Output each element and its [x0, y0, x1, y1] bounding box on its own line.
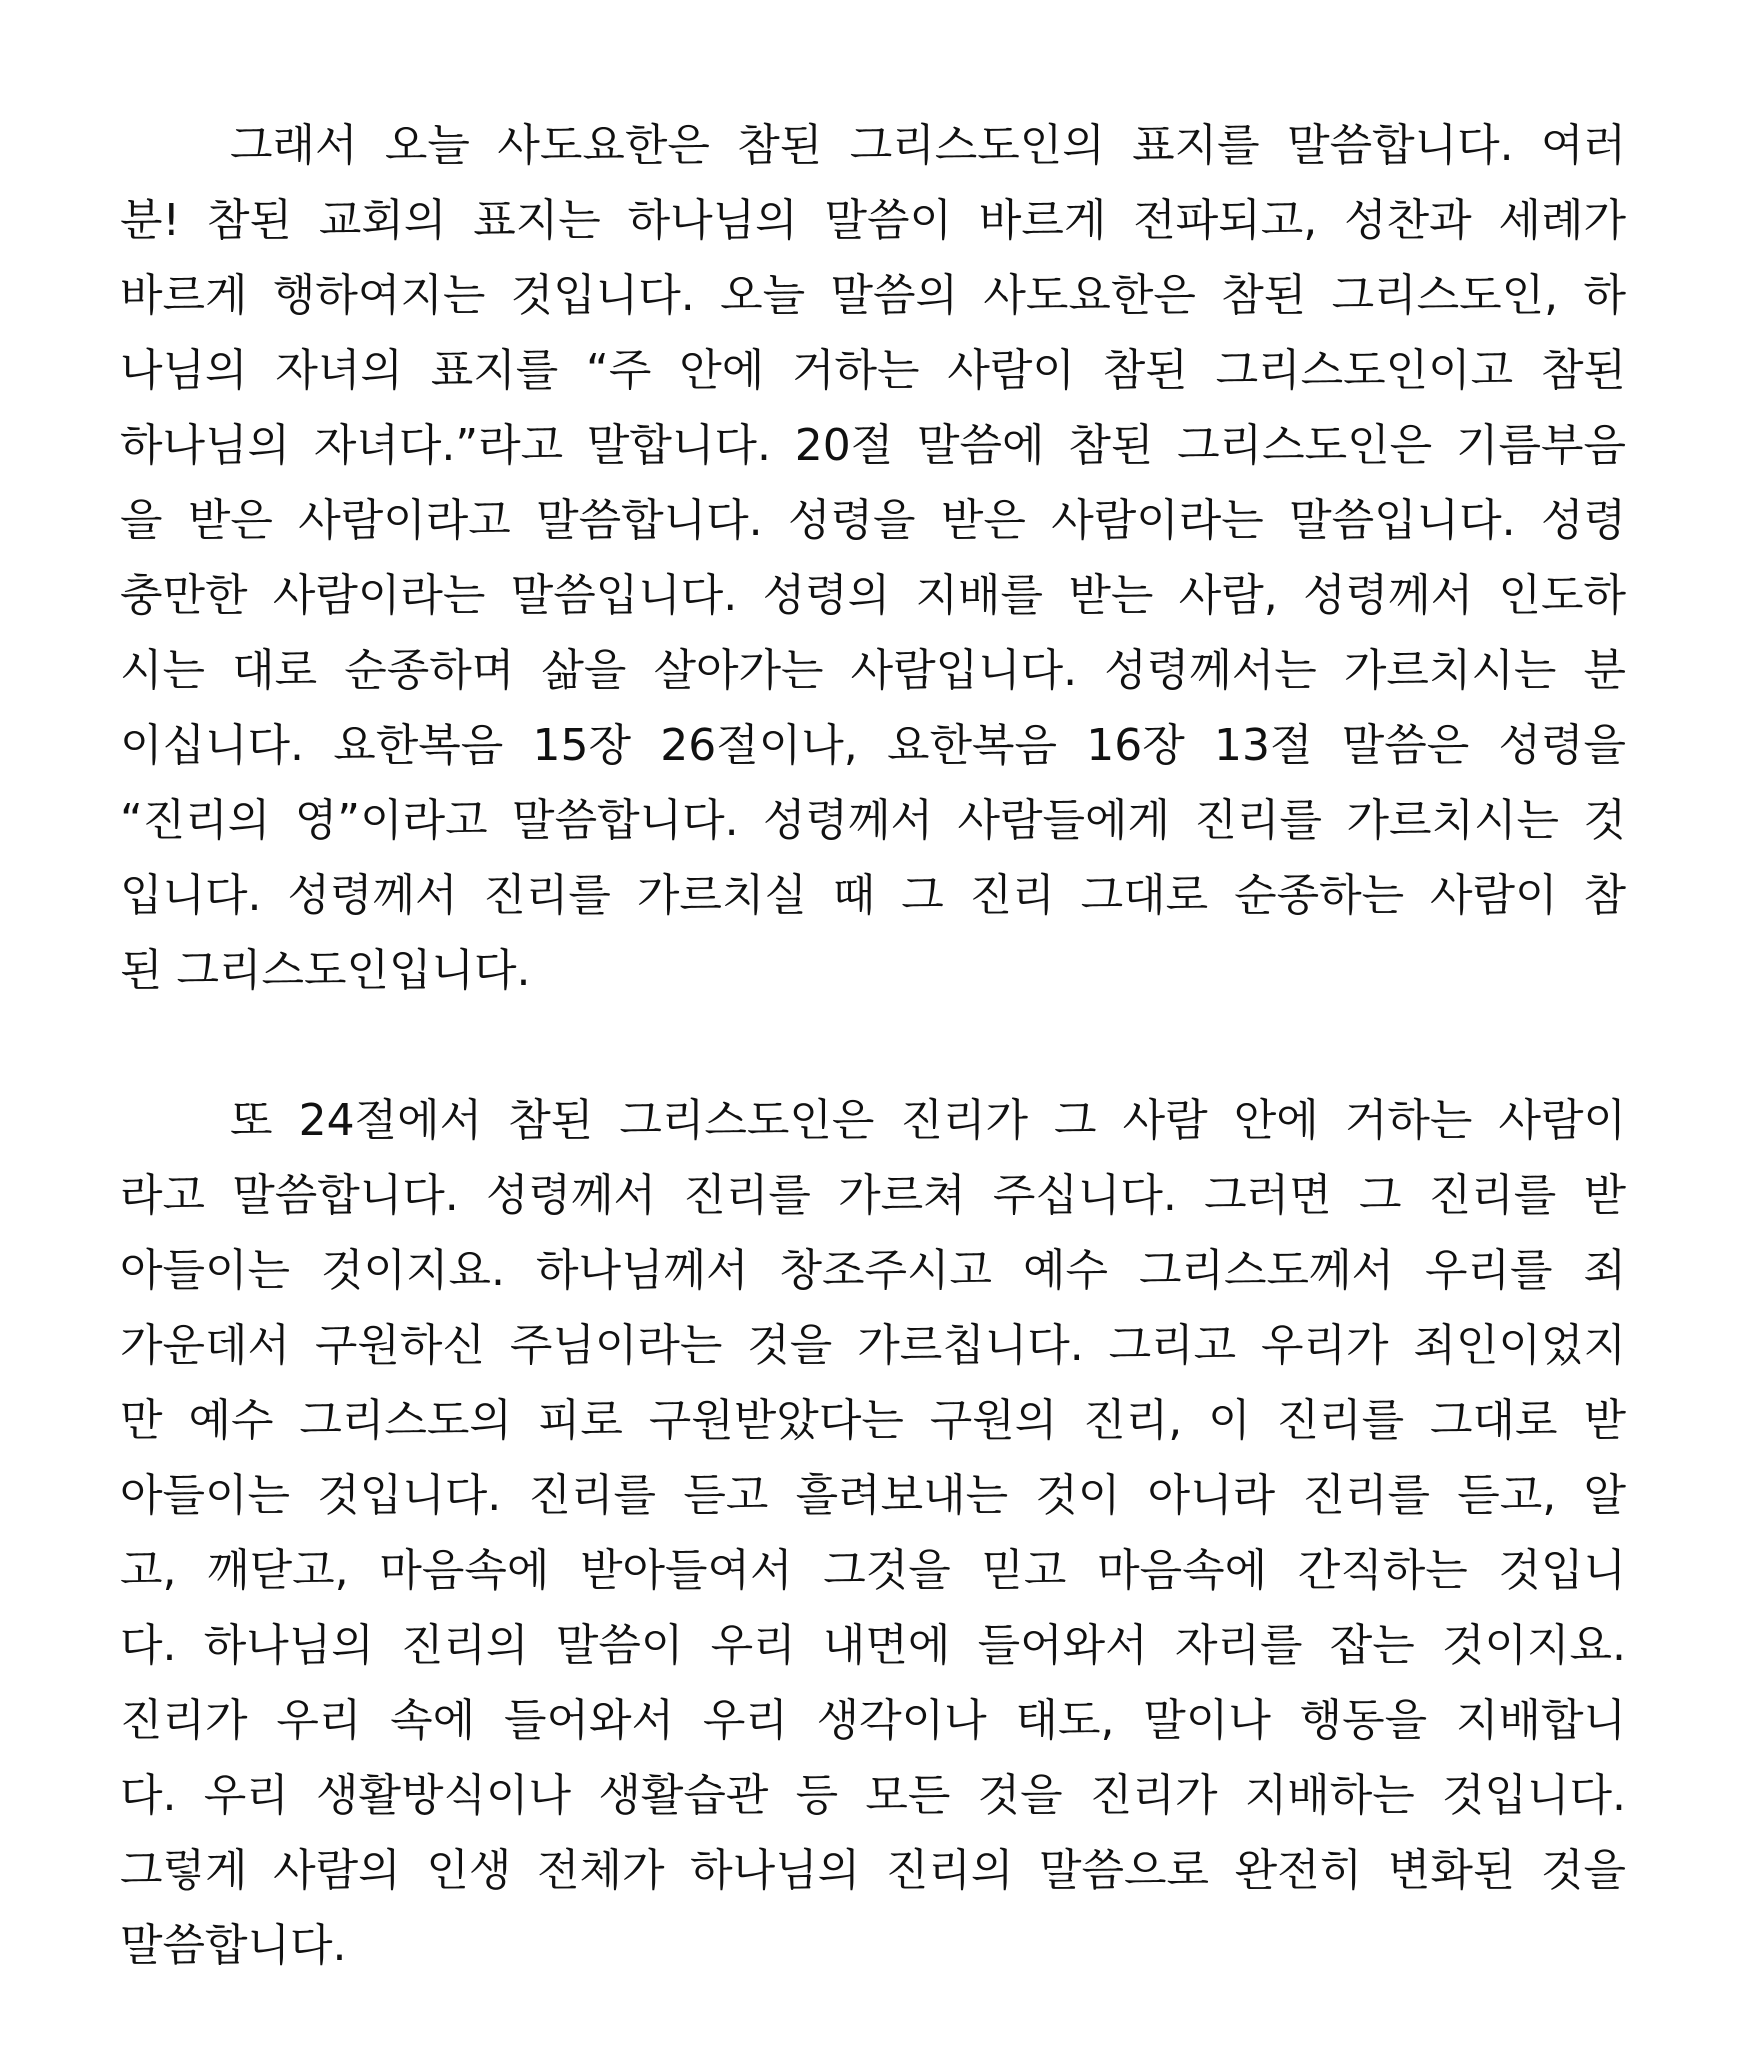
text-line: 분! 참된 교회의 표지는 하나님의 말씀이 바르게 전파되고, 성찬과 세례가: [120, 195, 1626, 246]
text-line: 아들이는 것이지요. 하나님께서 창조주시고 예수 그리스도께서 우리를 죄: [120, 1245, 1626, 1296]
paragraph-2: [120, 1083, 1626, 1983]
text-line: 진리가 우리 속에 들어와서 우리 생각이나 태도, 말이나 행동을 지배합니: [120, 1695, 1626, 1746]
text-line: 고, 깨닫고, 마음속에 받아들여서 그것을 믿고 마음속에 간직하는 것입니: [120, 1545, 1626, 1596]
text-line: 말씀합니다.: [120, 1920, 347, 1971]
text-line: 입니다. 성령께서 진리를 가르치실 때 그 진리 그대로 순종하는 사람이 참: [120, 870, 1626, 921]
text-line: 충만한 사람이라는 말씀입니다. 성령의 지배를 받는 사람, 성령께서 인도하: [120, 570, 1626, 621]
text-line: 가운데서 구원하신 주님이라는 것을 가르칩니다. 그리고 우리가 죄인이었지: [120, 1320, 1626, 1371]
document-page: [120, 108, 1626, 1983]
text-line: 또 24절에서 참된 그리스도인은 진리가 그 사람 안에 거하는 사람이: [230, 1095, 1626, 1146]
text-line: 하나님의 자녀다.”라고 말합니다. 20절 말씀에 참된 그리스도인은 기름부음: [120, 420, 1626, 471]
text-line: 된 그리스도인입니다.: [120, 945, 531, 996]
text-line: 아들이는 것입니다. 진리를 듣고 흘려보내는 것이 아니라 진리를 듣고, 알: [120, 1470, 1626, 1521]
text-line: 을 받은 사람이라고 말씀합니다. 성령을 받은 사람이라는 말씀입니다. 성령: [120, 495, 1626, 546]
text-line: 그렇게 사람의 인생 전체가 하나님의 진리의 말씀으로 완전히 변화된 것을: [120, 1845, 1626, 1896]
text-line: 그래서 오늘 사도요한은 참된 그리스도인의 표지를 말씀합니다. 여러: [230, 120, 1626, 171]
text-line: 다. 우리 생활방식이나 생활습관 등 모든 것을 진리가 지배하는 것입니다.: [120, 1770, 1626, 1821]
text-line: 만 예수 그리스도의 피로 구원받았다는 구원의 진리, 이 진리를 그대로 받: [120, 1395, 1626, 1446]
text-line: 다. 하나님의 진리의 말씀이 우리 내면에 들어와서 자리를 잡는 것이지요.: [120, 1620, 1626, 1671]
text-line: “진리의 영”이라고 말씀합니다. 성령께서 사람들에게 진리를 가르치시는 것: [120, 795, 1626, 846]
text-line: 라고 말씀합니다. 성령께서 진리를 가르쳐 주십니다. 그러면 그 진리를 받: [120, 1170, 1626, 1221]
text-line: 시는 대로 순종하며 삶을 살아가는 사람입니다. 성령께서는 가르치시는 분: [120, 645, 1626, 696]
text-line: 바르게 행하여지는 것입니다. 오늘 말씀의 사도요한은 참된 그리스도인, 하: [120, 270, 1626, 321]
text-line: 나님의 자녀의 표지를 “주 안에 거하는 사람이 참된 그리스도인이고 참된: [120, 345, 1626, 396]
paragraph-1: [120, 108, 1626, 1008]
text-line: 이십니다. 요한복음 15장 26절이나, 요한복음 16장 13절 말씀은 성령을: [120, 720, 1626, 771]
